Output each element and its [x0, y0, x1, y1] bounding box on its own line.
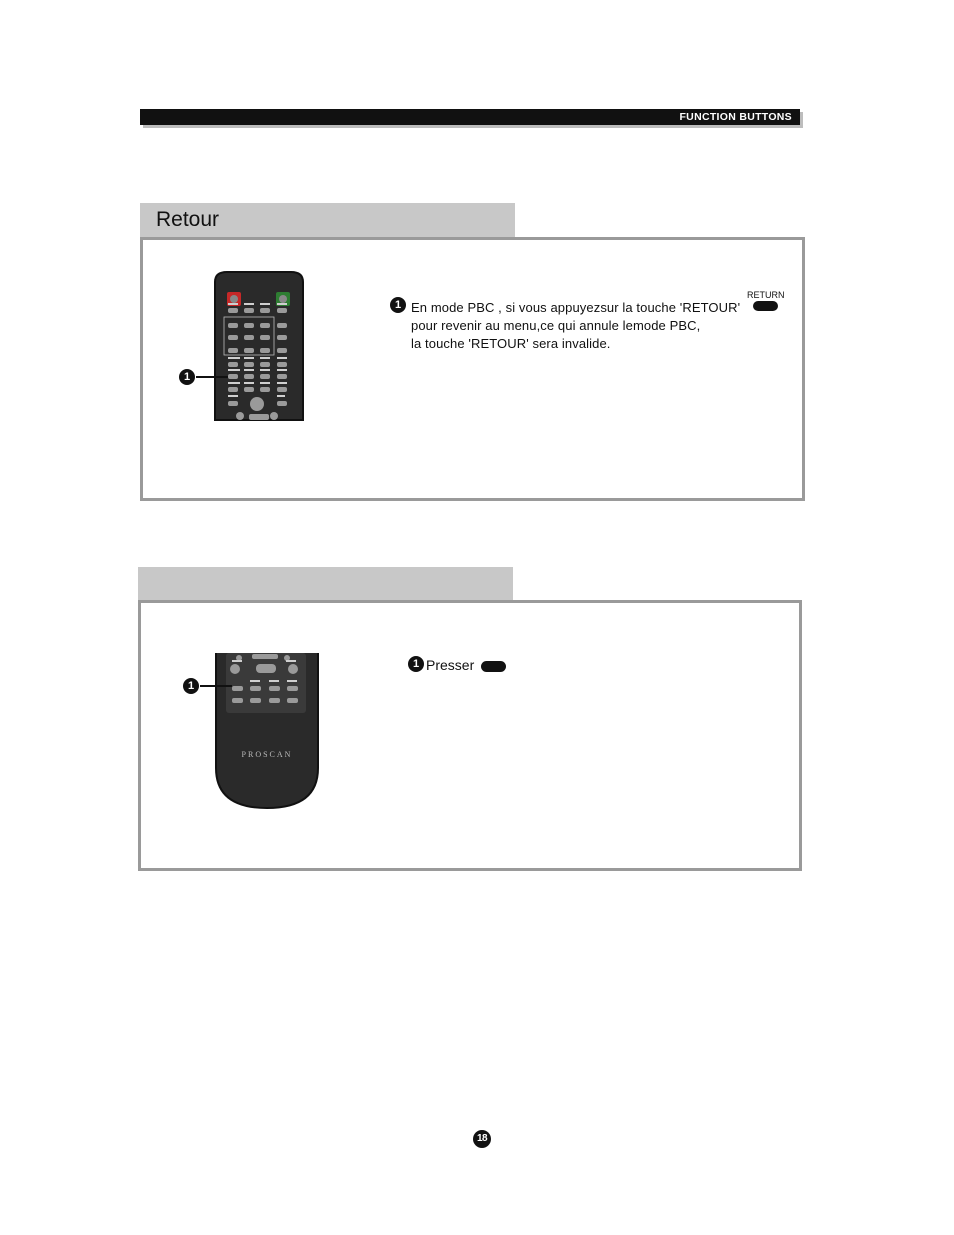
- header-label: FUNCTION BUTTONS: [679, 111, 792, 123]
- section2-callout-line: [200, 685, 232, 687]
- section1-tab: [140, 203, 515, 237]
- header-bar: [140, 109, 800, 125]
- section2-callout-number: 1: [183, 678, 199, 694]
- remote-top-illustration: [212, 270, 306, 422]
- return-button-label: RETURN: [747, 290, 785, 300]
- section1-step-number: 1: [390, 297, 406, 313]
- page-number: 18: [473, 1130, 491, 1148]
- section1-line-1: En mode PBC , si vous appuyezsur la touche 'RETOUR': [411, 300, 741, 315]
- section2-step-number: 1: [408, 656, 424, 672]
- section2-button-icon: [481, 661, 506, 672]
- section2-instruction: Presser: [426, 657, 475, 673]
- section1-title: Retour: [156, 208, 220, 231]
- return-button-icon: [753, 301, 778, 311]
- section1-line-3: la touche 'RETOUR' sera invalide.: [411, 336, 611, 351]
- section2-tab: [138, 567, 513, 601]
- remote-bottom-illustration: [212, 653, 322, 811]
- section1-callout-line: [196, 376, 228, 378]
- section1-callout-number: 1: [179, 369, 195, 385]
- remote-brand: PROSCAN: [241, 750, 293, 759]
- section1-line-2: pour revenir au menu,ce qui annule lemode PBC,: [411, 318, 701, 333]
